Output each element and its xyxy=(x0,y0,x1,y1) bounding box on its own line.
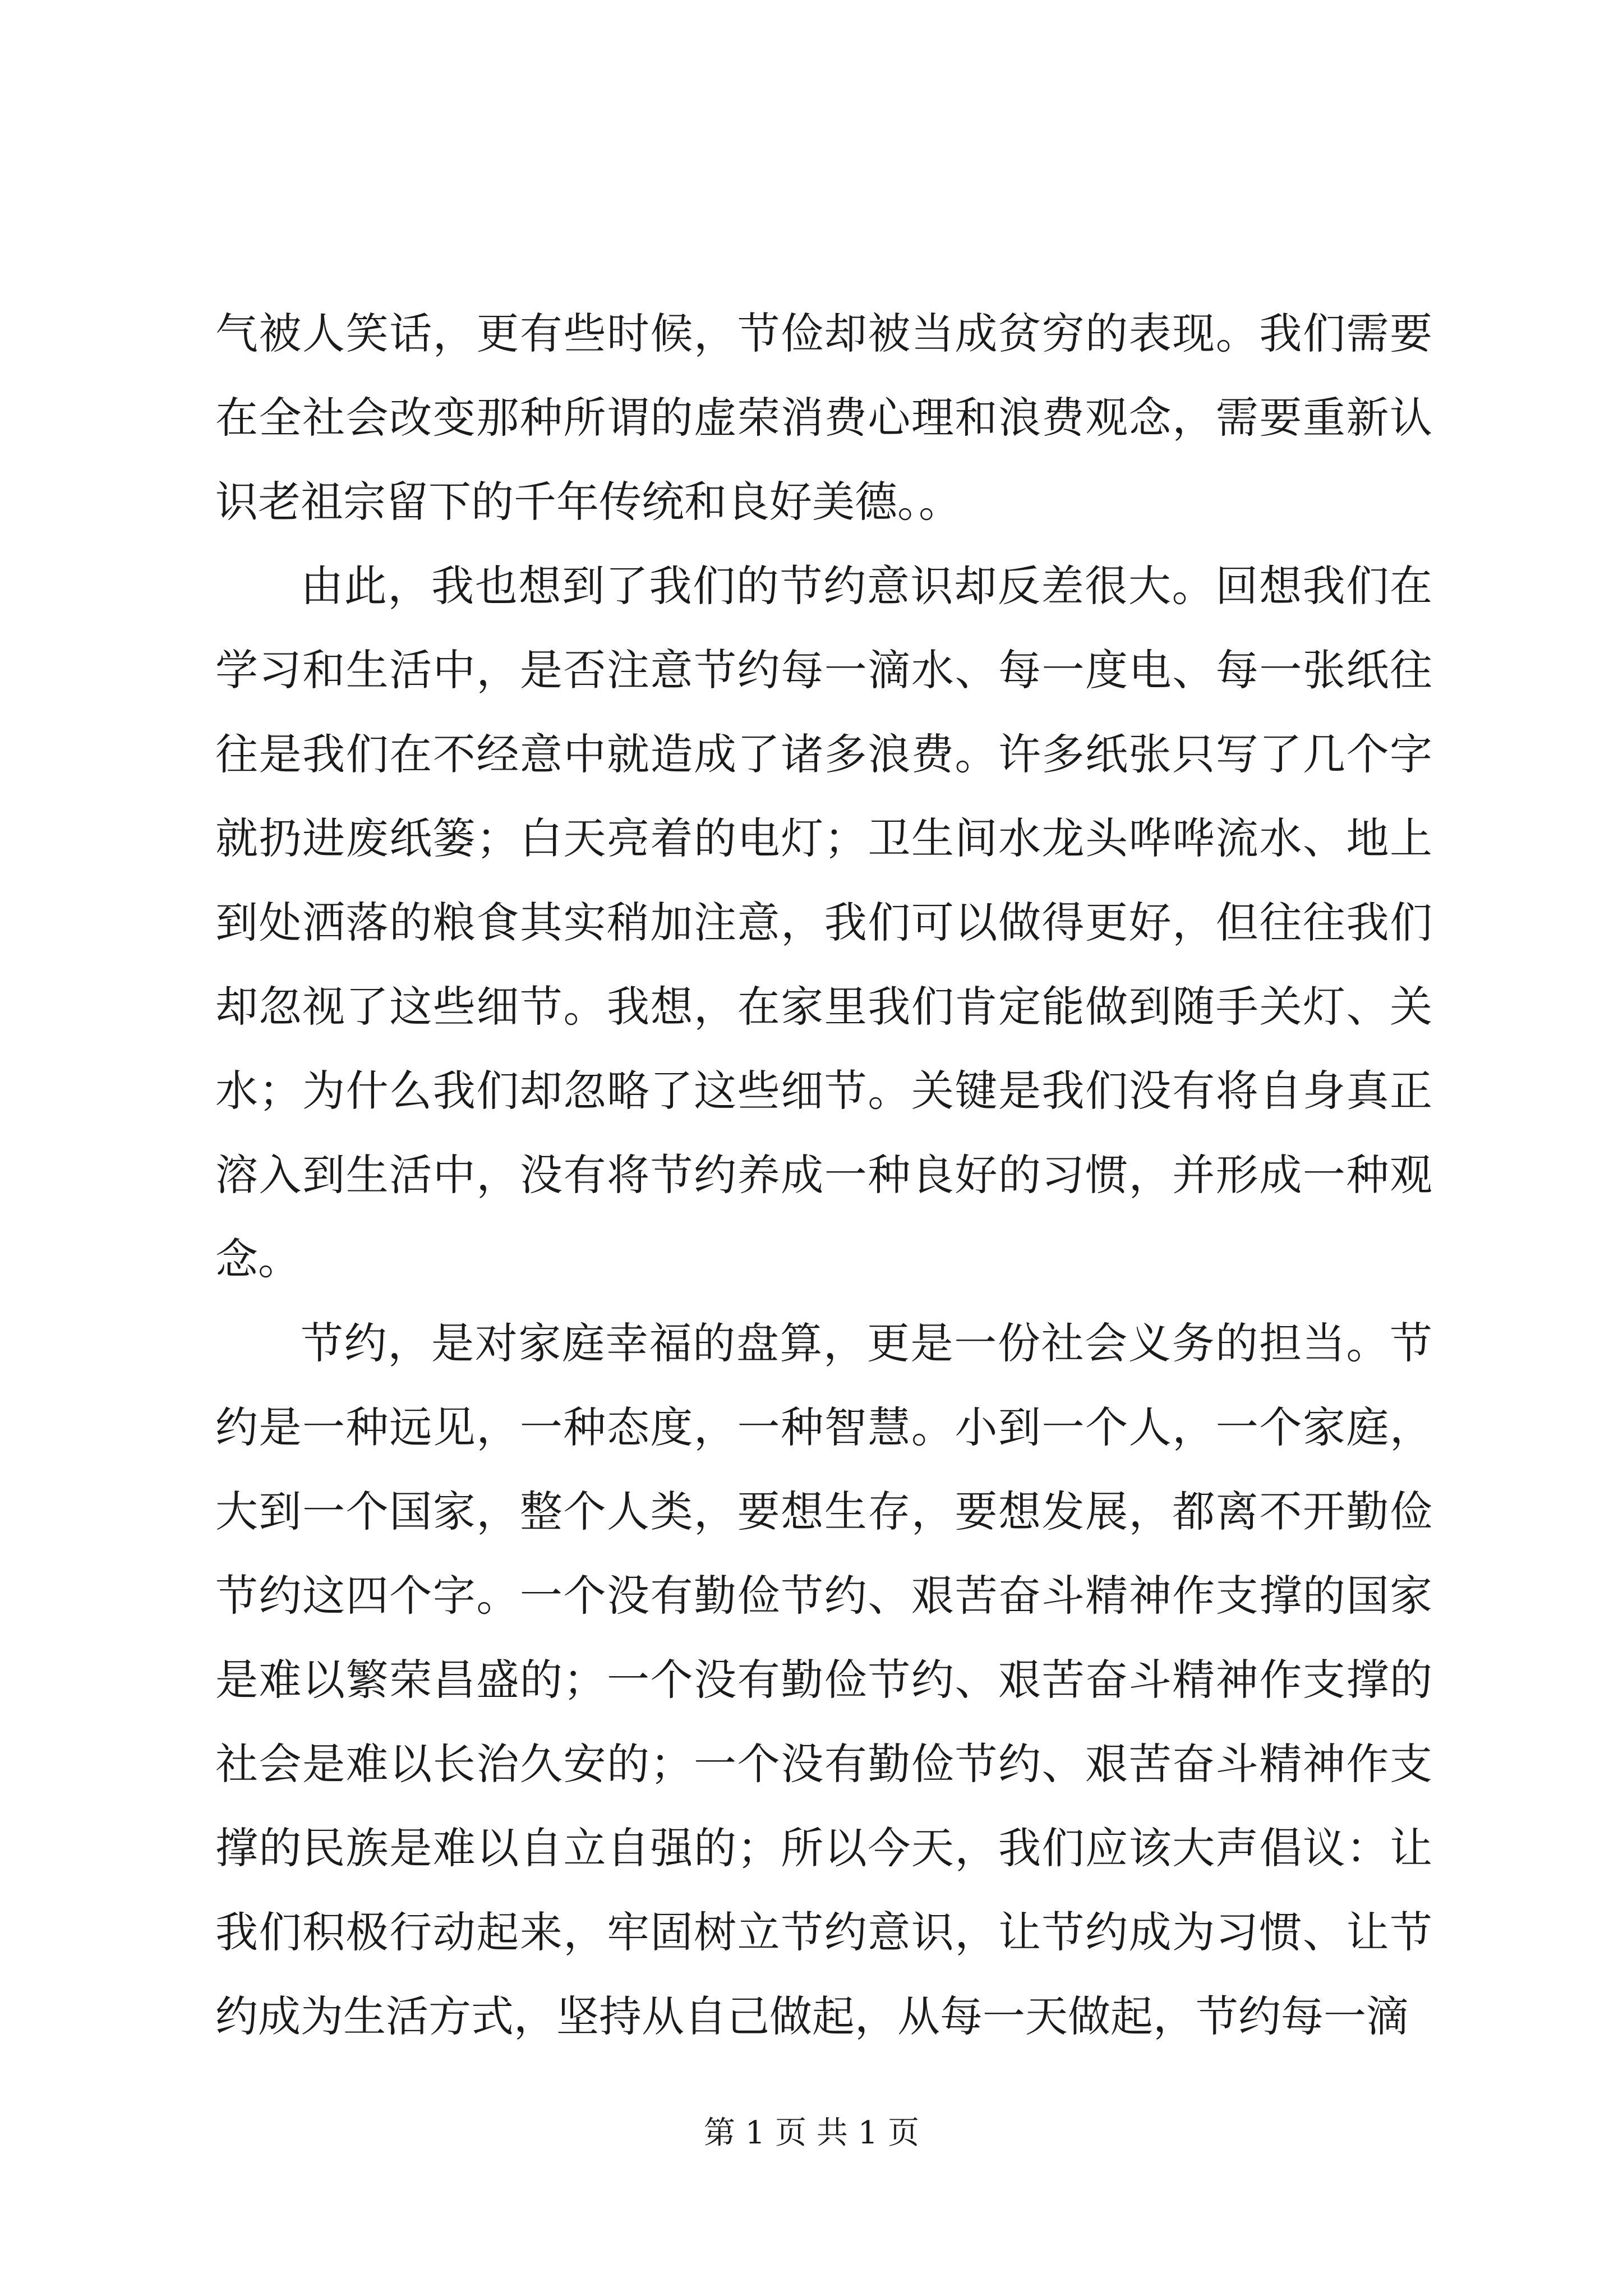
page-number-footer: 第 1 页 共 1 页 xyxy=(703,2115,920,2151)
document-body xyxy=(215,292,1432,2059)
paragraph-1: 气被人笑话，更有些时候，节俭却被当成贫穷的表现。我们需要在全社会改变那种所谓的虚荣消费心理和浪费观念，需要重新认识老祖宗留下的千年传统和良好美德。。 xyxy=(215,309,1432,527)
paragraph-2: 由此，我也想到了我们的节约意识却反差很大。回想我们在学习和生活中，是否注意节约每一滴水、每一度电、每一张纸往往是我们在不经意中就造成了诸多浪费。许多纸张只写了几个字就扔进废纸篓；白天亮着的电灯；卫生间水龙头哗哗流水、地上到处洒落的粮食其实稍加注意，我们可以做得更好，但往往我们却忽视了这些细节。我想，在家里我们肯定能做到随手关灯、关水；为什么我们却忽略了这些细节。关键是我们没有将自身真正溶入到生活中，没有将节约养成一种良好的习惯，并形成一种观念。 xyxy=(215,561,1432,1284)
paragraph-3: 节约，是对家庭幸福的盘算，更是一份社会义务的担当。节约是一种远见，一种态度，一种智慧。小到一个人，一个家庭，大到一个国家，整个人类，要想生存，要想发展，都离不开勤俭节约这四个字。一个没有勤俭节约、艰苦奋斗精神作支撑的国家是难以繁荣昌盛的；一个没有勤俭节约、艰苦奋斗精神作支撑的社会是难以长治久安的；一个没有勤俭节约、艰苦奋斗精神作支撑的民族是难以自立自强的；所以今天，我们应该大声倡议：让我们积极行动起来，牢固树立节约意识，让节约成为习惯、让节约成为生活方式，坚持从自己做起，从每一天做起，节约每一滴 xyxy=(215,1318,1432,2041)
